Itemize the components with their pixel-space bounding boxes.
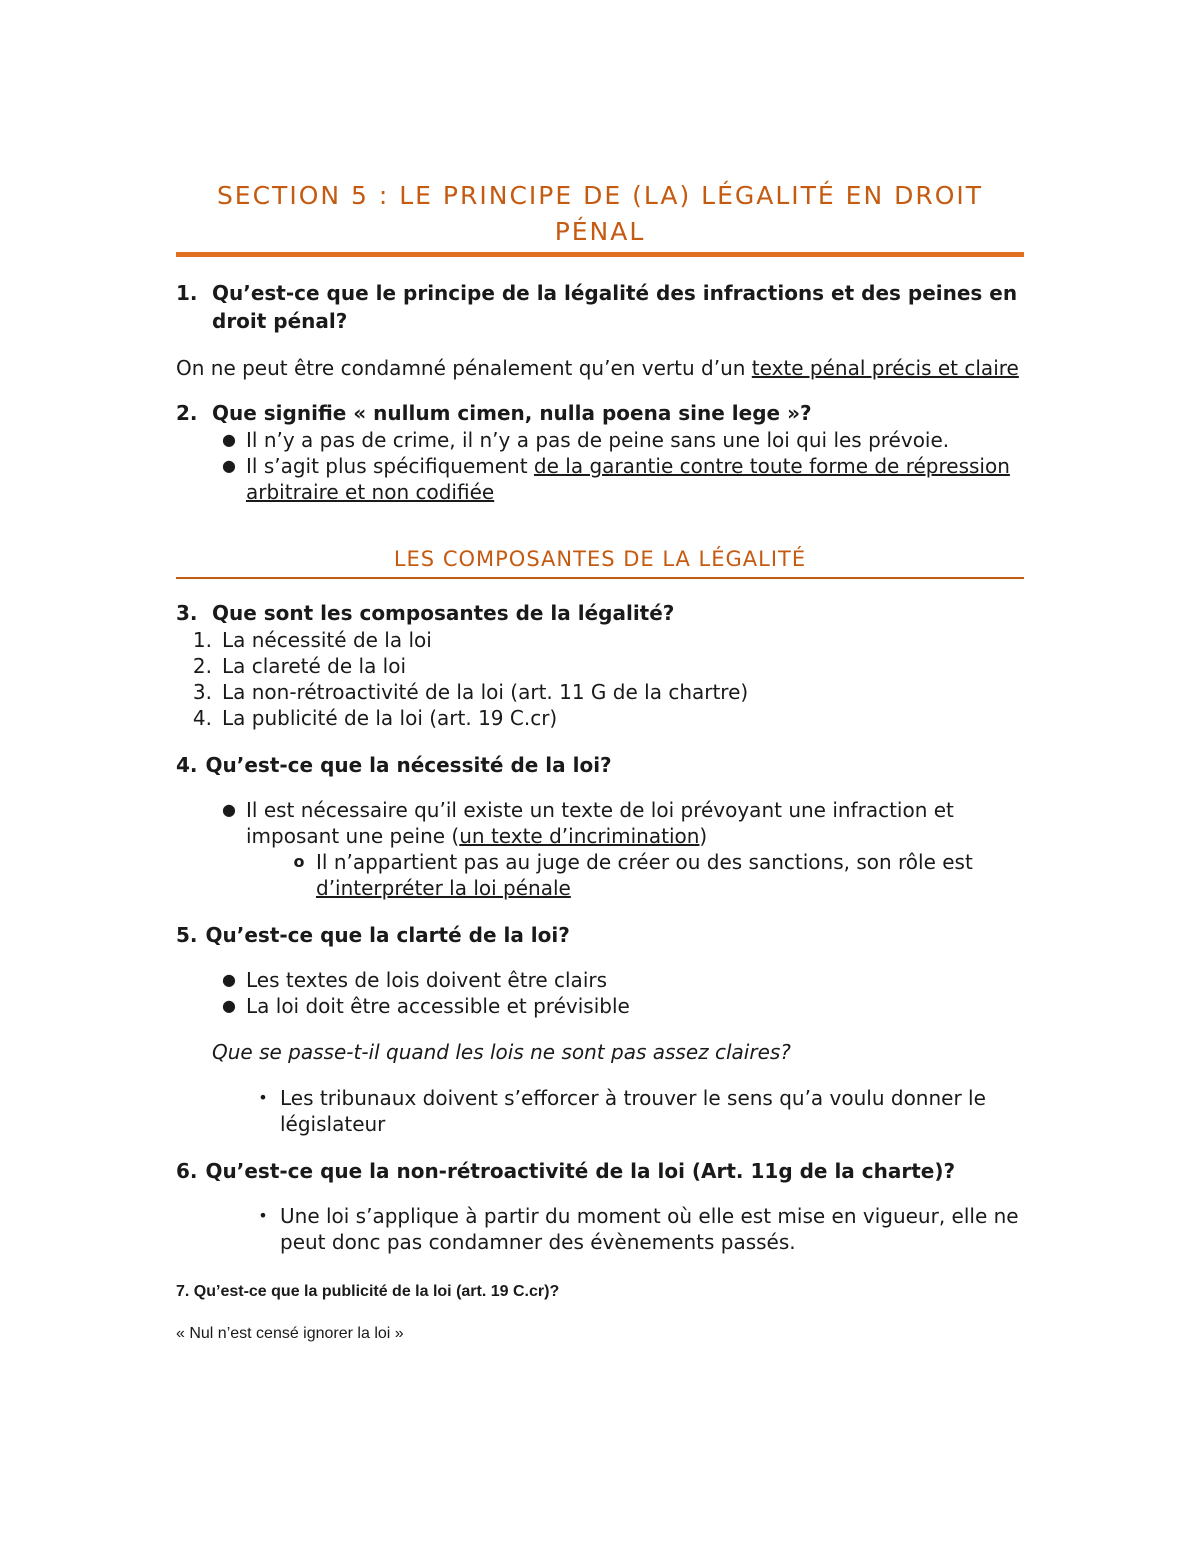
list-item — [212, 993, 1024, 1019]
list-item — [212, 453, 1024, 505]
list-item-text: Il s’agit plus spécifiquement de la garantie contre toute forme de répression arbitraire et non codifiée — [246, 454, 1010, 504]
list-item: 3. La non-rétroactivité de la loi (art. 11 G de la chartre) — [192, 680, 749, 704]
question-3 — [176, 599, 1024, 627]
question-3-text: Que sont les composantes de la légalité? — [212, 601, 675, 625]
list-item — [212, 967, 1024, 993]
subtitle-rule — [176, 577, 1024, 579]
question-7: 7. Qu’est-ce que la publicité de la loi (art. 19 C.cr)? — [176, 1283, 560, 1300]
answer-7: « Nul n’est censé ignorer la loi » — [176, 1325, 404, 1342]
question-5-text: Qu’est-ce que la clarté de la loi? — [205, 923, 570, 947]
question-3-number: 3. — [176, 601, 198, 625]
question-2 — [176, 399, 1024, 427]
answer-1-underlined: texte pénal précis et claire — [751, 356, 1019, 380]
question-4-list — [212, 797, 1024, 901]
question-5-sublist — [246, 1085, 1024, 1137]
list-item — [246, 1203, 1024, 1255]
list-item-text: Une loi s’applique à partir du moment où elle est mise en vigueur, elle ne peut donc pas condamner des évènements passés. — [280, 1204, 1019, 1254]
question-4 — [176, 751, 1024, 779]
subtitle: LES COMPOSANTES DE LA LÉGALITÉ — [393, 547, 807, 571]
list-item-text: Il n’y a pas de crime, il n’y a pas de peine sans une loi qui les prévoie. — [246, 428, 950, 452]
title-rule — [176, 252, 1024, 257]
list-item-text: Les textes de lois doivent être clairs — [246, 968, 608, 992]
answer-1 — [176, 355, 1024, 381]
sub-list-item — [282, 849, 1024, 901]
list-item: 1. La nécessité de la loi — [192, 628, 432, 652]
sub-bullet-icon: o — [293, 852, 305, 871]
question-3-list — [176, 627, 1024, 731]
list-item — [246, 1085, 1024, 1137]
answer-1-text: On ne peut être condamné pénalement qu’en vertu d’un — [176, 356, 752, 380]
question-6 — [176, 1157, 1024, 1185]
question-5-list — [212, 967, 1024, 1019]
list-item — [212, 797, 1024, 849]
bullet-icon: ● — [222, 430, 236, 449]
question-1-number: 1. — [176, 281, 198, 305]
list-item: 4. La publicité de la loi (art. 19 C.cr) — [192, 706, 558, 730]
question-2-list — [212, 427, 1024, 505]
question-1-text: Qu’est-ce que le principe de la légalité des infractions et des peines en droit pénal? — [212, 281, 1018, 333]
question-4-text: Qu’est-ce que la nécessité de la loi? — [205, 753, 612, 777]
question-6-number: 6. — [176, 1159, 198, 1183]
list-item-text: Les tribunaux doivent s’efforcer à trouver le sens qu’a voulu donner le législateur — [280, 1086, 986, 1136]
document-page — [176, 178, 1024, 1345]
question-2-number: 2. — [176, 401, 198, 425]
question-5 — [176, 921, 1024, 949]
list-item — [212, 427, 1024, 453]
sub-list-item-text: Il n’appartient pas au juge de créer ou des sanctions, son rôle est d’interpréter la loi pénale — [316, 850, 973, 900]
question-1 — [176, 279, 1024, 335]
list-item-text: La loi doit être accessible et prévisible — [246, 994, 630, 1018]
bullet-icon: ● — [222, 800, 236, 819]
question-6-text: Qu’est-ce que la non-rétroactivité de la loi (Art. 11g de la charte)? — [205, 1159, 956, 1183]
bullet-icon: ● — [222, 970, 236, 989]
italic-question: Que se passe-t-il quand les lois ne sont pas assez claires? — [212, 1040, 791, 1064]
bullet-icon: • — [258, 1206, 268, 1225]
question-2-text: Que signifie « nullum cimen, nulla poena sine lege »? — [212, 401, 812, 425]
question-6-list — [246, 1203, 1024, 1255]
bullet-icon: • — [258, 1088, 268, 1107]
section-title: SECTION 5 : LE PRINCIPE DE (LA) LÉGALITÉ EN DROIT PÉNAL — [216, 181, 984, 246]
bullet-icon: ● — [222, 996, 236, 1015]
list-item-text: Il est nécessaire qu’il existe un texte de loi prévoyant une infraction et imposant une peine (un texte d’incrimination) — [246, 798, 954, 848]
question-5-number: 5. — [176, 923, 198, 947]
bullet-icon: ● — [222, 456, 236, 475]
list-item: 2. La clareté de la loi — [192, 654, 407, 678]
question-4-number: 4. — [176, 753, 198, 777]
